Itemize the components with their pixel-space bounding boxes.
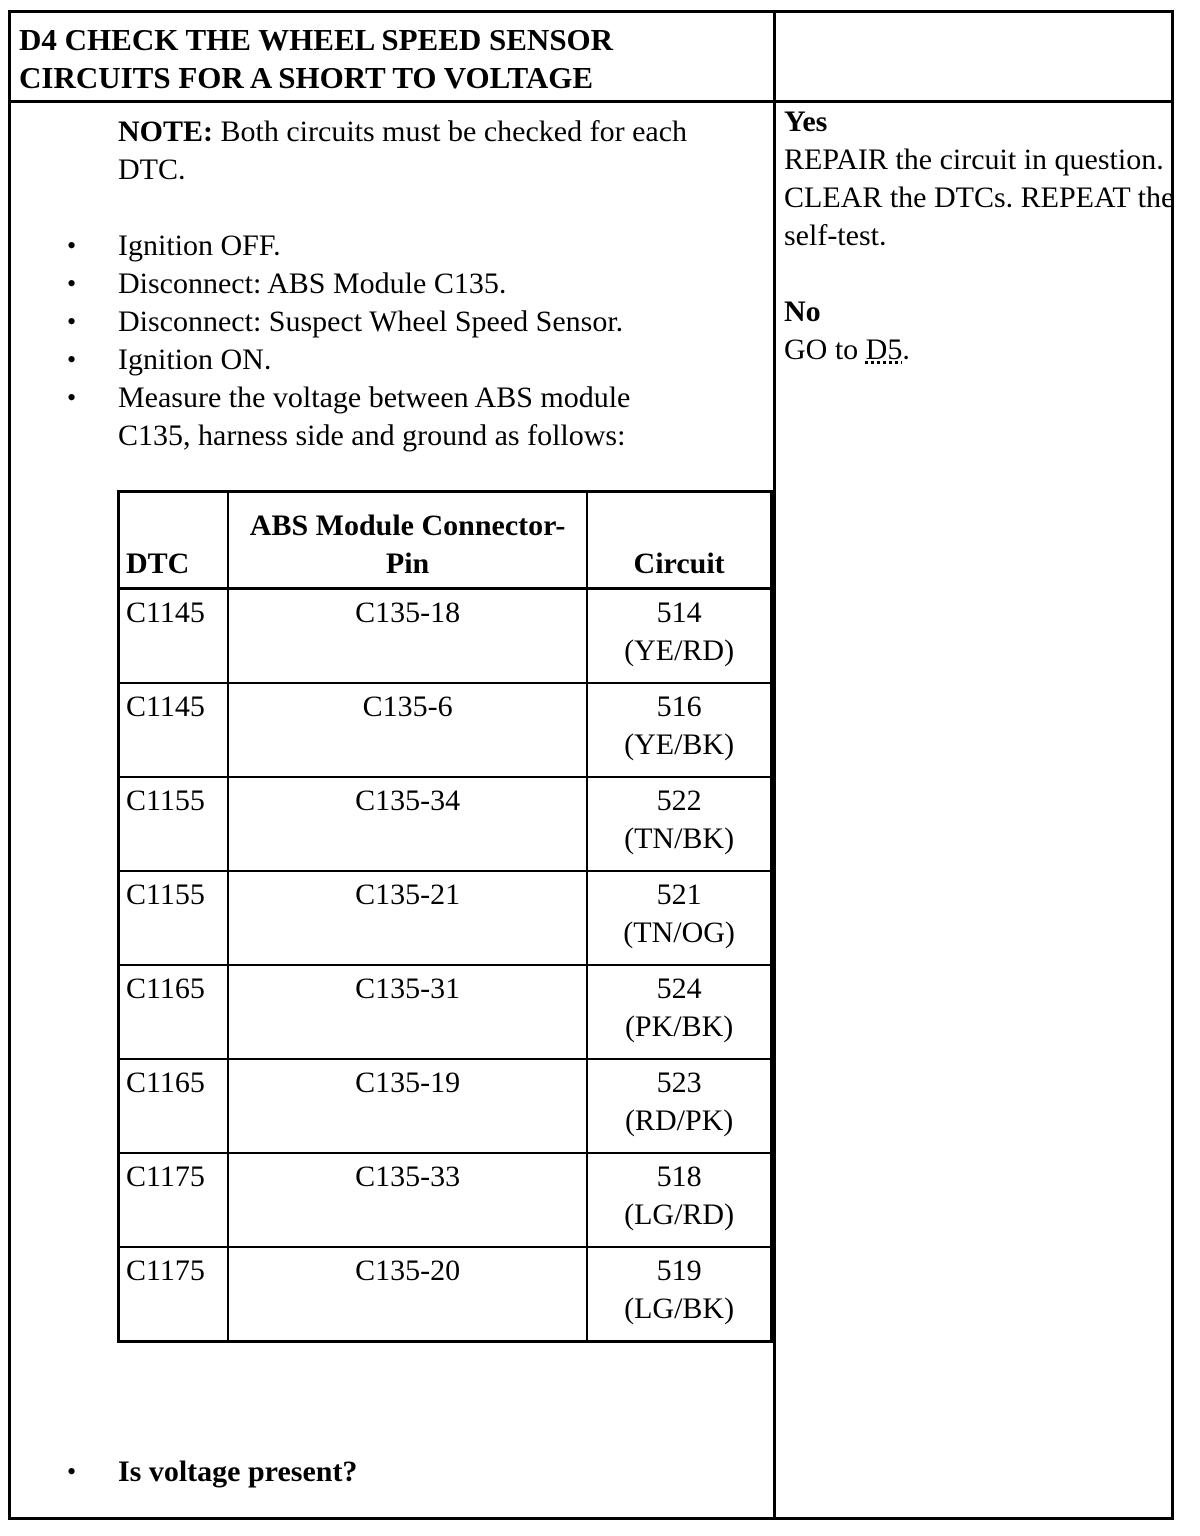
table-header-row	[119, 492, 772, 589]
note-label: NOTE:	[118, 115, 214, 148]
wire-color: (PK/BK)	[624, 1010, 734, 1043]
circuit-number: 523	[656, 1066, 702, 1099]
step-item: • Measure the voltage between ABS module C135, harness side and ground as follows:	[11, 379, 688, 455]
cell-pin: C135-6	[228, 683, 587, 777]
cell-pin: C135-19	[228, 1059, 587, 1153]
no-label: No	[784, 295, 821, 328]
circuit-number: 522	[656, 784, 702, 817]
table-row	[119, 965, 772, 1059]
step-title: D4 CHECK THE WHEEL SPEED SENSOR CIRCUITS FOR A SHORT TO VOLTAGE	[19, 22, 614, 95]
circuit-number: 516	[656, 690, 702, 723]
no-suffix: .	[902, 333, 910, 366]
cell-circuit	[587, 871, 771, 965]
column-divider	[773, 13, 776, 1517]
table-row	[119, 683, 772, 777]
step-list	[11, 227, 771, 455]
no-action	[784, 331, 1179, 369]
cell-pin: C135-33	[228, 1153, 587, 1247]
step-item: • Disconnect: Suspect Wheel Speed Sensor.	[11, 303, 688, 341]
table-row	[119, 1247, 772, 1342]
question-item: • Is voltage present?	[11, 1453, 771, 1491]
table-row	[119, 1153, 772, 1247]
results-column	[784, 103, 1179, 369]
table-row	[119, 589, 772, 684]
circuit-number: 514	[656, 596, 702, 629]
cell-circuit	[587, 1247, 771, 1342]
cell-pin: C135-34	[228, 777, 587, 871]
cell-dtc: C1155	[119, 871, 228, 965]
cell-pin: C135-20	[228, 1247, 587, 1342]
question-list	[11, 1453, 771, 1491]
wire-color: (LG/RD)	[624, 1198, 735, 1231]
cell-circuit	[587, 589, 771, 684]
cell-pin: C135-31	[228, 965, 587, 1059]
circuit-number: 519	[656, 1254, 702, 1287]
wire-color: (LG/BK)	[624, 1292, 735, 1325]
cell-circuit	[587, 1153, 771, 1247]
circuit-number: 524	[656, 972, 702, 1005]
circuit-number: 521	[656, 878, 702, 911]
cell-dtc: C1155	[119, 777, 228, 871]
cell-circuit	[587, 777, 771, 871]
header-circuit: Circuit	[587, 492, 771, 589]
cell-circuit	[587, 683, 771, 777]
spacer	[784, 255, 1179, 293]
wire-color: (YE/RD)	[624, 634, 735, 667]
note	[118, 113, 758, 189]
yes-label: Yes	[784, 105, 828, 138]
goto-d5-link[interactable]: D5	[865, 333, 903, 366]
wire-color: (TN/BK)	[624, 822, 735, 855]
step-item: • Disconnect: ABS Module C135.	[11, 265, 688, 303]
cell-circuit	[587, 965, 771, 1059]
header-dtc: DTC	[119, 492, 228, 589]
wire-color: (RD/PK)	[624, 1104, 734, 1137]
header-connector-pin: ABS Module Connector-Pin	[228, 492, 587, 589]
cell-dtc: C1175	[119, 1247, 228, 1342]
wire-color: (YE/BK)	[624, 728, 735, 761]
cell-dtc: C1175	[119, 1153, 228, 1247]
no-prefix: GO to	[784, 333, 866, 366]
cell-dtc: C1145	[119, 683, 228, 777]
circuit-number: 518	[656, 1160, 702, 1193]
cell-circuit	[587, 1059, 771, 1153]
cell-dtc: C1145	[119, 589, 228, 684]
table-row	[119, 871, 772, 965]
cell-dtc: C1165	[119, 965, 228, 1059]
table-row	[119, 1059, 772, 1153]
note-text: Both circuits must be checked for each DTC.	[118, 115, 688, 186]
wire-color: (TN/OG)	[623, 916, 735, 949]
cell-pin: C135-18	[228, 589, 587, 684]
cell-pin: C135-21	[228, 871, 587, 965]
step-item: • Ignition OFF.	[11, 227, 688, 265]
table-row	[119, 777, 772, 871]
procedure-frame	[8, 10, 1174, 1520]
step-item: • Ignition ON.	[11, 341, 688, 379]
pin-table	[117, 490, 773, 1343]
cell-dtc: C1165	[119, 1059, 228, 1153]
yes-action: REPAIR the circuit in question. CLEAR the DTCs. REPEAT the self-test.	[784, 143, 1175, 252]
